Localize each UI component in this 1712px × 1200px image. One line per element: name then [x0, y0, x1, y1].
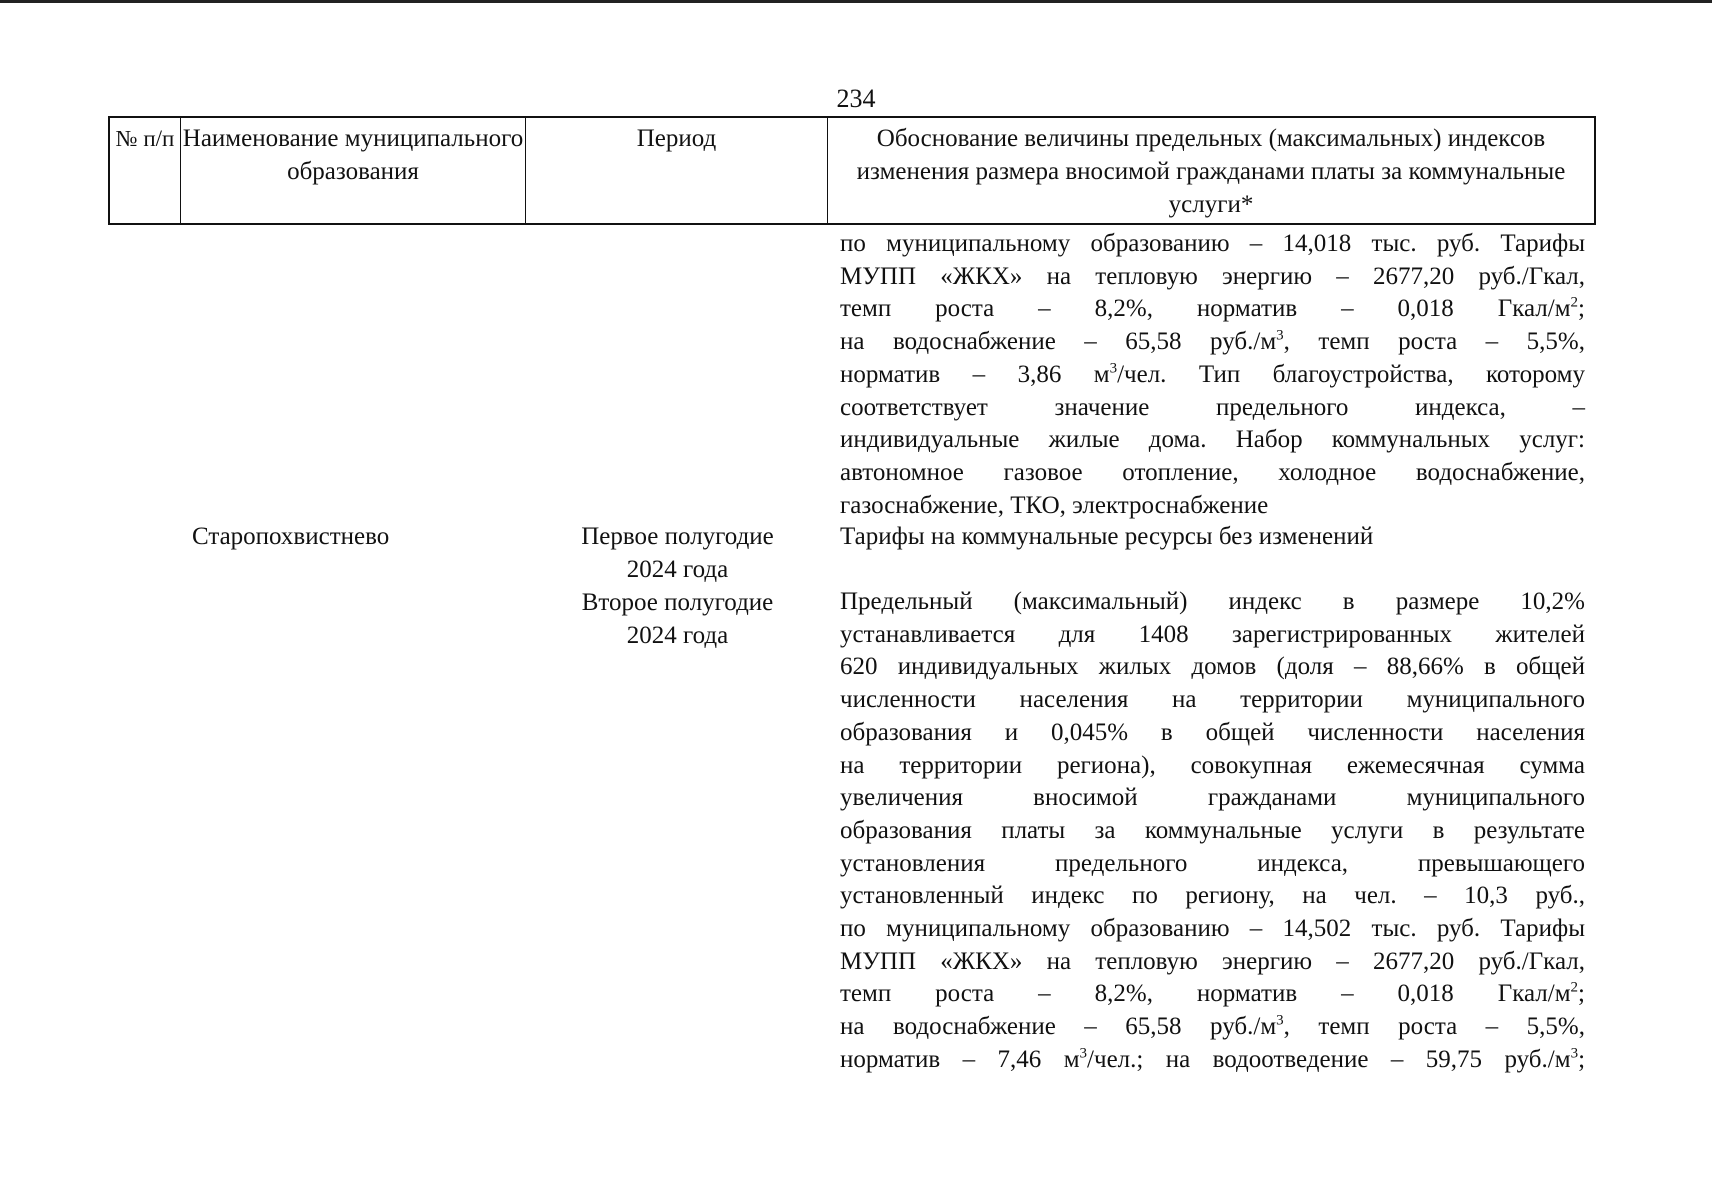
- text-line: численности населения на территории муниципального: [840, 686, 1585, 714]
- text-line: на водоснабжение – 65,58 $руб./м^3$, темп роста – 5,5%,: [840, 327, 1585, 356]
- text-line: индивидуальные жилые дома. Набор коммунальных услуг:: [840, 426, 1585, 454]
- text-line: на территории региона), совокупная ежемесячная сумма: [840, 751, 1585, 779]
- period-label: Второе полугодие: [581, 589, 774, 616]
- text-line: норматив – 3,86 $м^3$/чел. Тип благоустройства, которому: [840, 360, 1585, 388]
- period-label: Первое полугодие: [581, 523, 774, 550]
- text-line: увеличения вносимой гражданами муниципального: [840, 784, 1585, 812]
- text-line: газоснабжение, ТКО, электроснабжение: [840, 491, 1269, 519]
- text-line: по муниципальному образованию – 14,502 тыс. руб. Тарифы: [840, 915, 1585, 943]
- header-municipality: Наименование муниципального образования: [181, 118, 526, 223]
- text-line: на водоснабжение – 65,58 $руб./м^3$, темп роста – 5,5%,: [840, 1012, 1585, 1041]
- period-year: 2024 года: [626, 622, 729, 649]
- text-line: установления предельного индекса, превышающего: [840, 849, 1585, 877]
- scan-top-edge: [0, 0, 1712, 3]
- text-line: темп роста – 8,2%, норматив – 0,018 Гкал/$м^2$;: [840, 980, 1585, 1008]
- table-header: [108, 116, 1596, 225]
- text-line: образования и 0,045% в общей численности населения: [840, 718, 1585, 746]
- continuation-text: [840, 228, 1585, 522]
- first-half-note: Тарифы на коммунальные ресурсы без изменений: [840, 523, 1374, 550]
- text-line: темп роста – 8,2%, норматив – 0,018 Гкал/$м^2$;: [840, 295, 1585, 323]
- period-year: 2024 года: [626, 556, 729, 583]
- period-second-half: [540, 586, 815, 652]
- header-basis: Обоснование величины предельных (максимальных) индексов изменения размера вносимой гражданами платы за коммунальные услуги*: [856, 125, 1566, 218]
- text-line: МУПП «ЖКХ» на тепловую энергию – 2677,20 руб./Гкал,: [840, 262, 1585, 290]
- second-half-basis: [840, 586, 1585, 1077]
- text-line: установленный индекс по региону, на чел. – 10,3 руб.,: [840, 882, 1585, 910]
- page-number: 234: [836, 84, 876, 113]
- header-period: Период: [526, 118, 828, 223]
- text-line: соответствует значение предельного индекса, –: [840, 393, 1585, 421]
- text-line: 620 индивидуальных жилых домов (доля – 88,66% в общей: [840, 653, 1585, 681]
- header-number: № п/п: [110, 118, 181, 223]
- text-line: норматив – 7,46 $м^3$/чел.; на водоотведение – 59,75 $руб./м^3$;: [840, 1045, 1586, 1073]
- text-line: автономное газовое отопление, холодное водоснабжение,: [840, 458, 1585, 486]
- text-line: образования платы за коммунальные услуги в результате: [840, 816, 1585, 844]
- municipality-name: Старопохвистнево: [192, 523, 390, 550]
- period-first-half: [540, 520, 815, 586]
- text-line: по муниципальному образованию – 14,018 тыс. руб. Тарифы: [840, 230, 1585, 257]
- text-line: Предельный (максимальный) индекс в размере 10,2%: [840, 588, 1585, 615]
- text-line: устанавливается для 1408 зарегистрированных жителей: [840, 620, 1585, 648]
- text-line: МУПП «ЖКХ» на тепловую энергию – 2677,20 руб./Гкал,: [840, 947, 1585, 975]
